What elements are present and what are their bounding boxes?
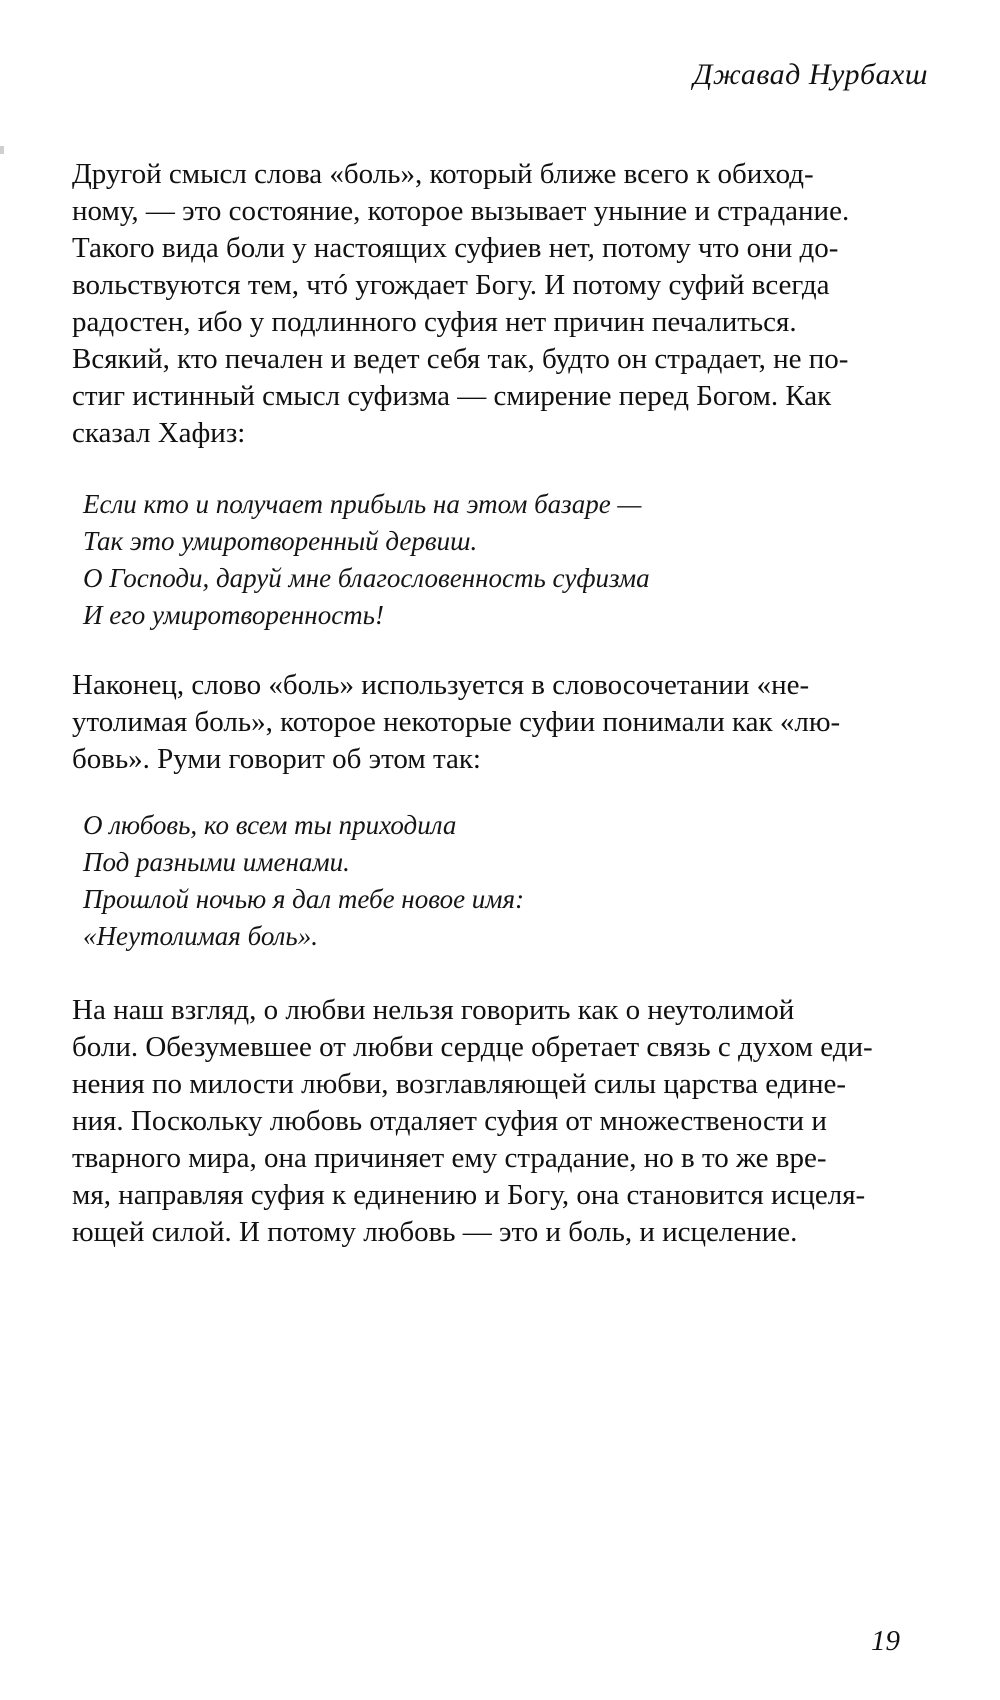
text-line: стиг истинный смысл суфизма — смирение перед Богом. Как	[72, 380, 832, 412]
text-line: ному, — это состояние, которое вызывает уныние и страдание.	[72, 195, 850, 227]
text-line: Другой смысл слова «боль», который ближе всего к обиход-	[72, 158, 814, 190]
text-line: сказал Хафиз:	[72, 417, 246, 449]
text-line: На наш взгляд, о любви нельзя говорить как о неутолимой	[72, 994, 795, 1026]
verse-line: Так это умиротворенный дервиш.	[83, 526, 478, 556]
text-line: Всякий, кто печален и ведет себя так, будто он страдает, не по-	[72, 343, 849, 375]
text-line: ющей силой. И потому любовь — это и боль, и исцеление.	[72, 1216, 798, 1248]
verse-line: О Господи, даруй мне благословенность суфизма	[83, 563, 650, 593]
verse-line: Прошлой ночью я дал тебе новое имя:	[83, 884, 525, 914]
page-number: 19	[871, 1625, 900, 1657]
paragraph-love-healing	[72, 992, 880, 1251]
running-head-author: Джавад Нурбахш	[693, 58, 928, 91]
text-line: боли. Обезумевшее от любви сердце обретает связь с духом еди-	[72, 1031, 873, 1063]
text-line: утолимая боль», которое некоторые суфии понимали как «лю-	[72, 706, 841, 738]
scan-edge-mark	[0, 146, 4, 154]
verse-rumi	[83, 807, 843, 955]
paragraph-unquenchable-pain	[72, 667, 880, 778]
text-line: нения по милости любви, возглавляющей силы царства едине-	[72, 1068, 847, 1100]
verse-line: Под разными именами.	[83, 847, 350, 877]
verse-line: О любовь, ко всем ты приходила	[83, 810, 457, 840]
text-line: тварного мира, она причиняет ему страдание, но в то же вре-	[72, 1142, 827, 1174]
text-line: Такого вида боли у настоящих суфиев нет, потому что они до-	[72, 232, 839, 264]
text-line: Наконец, слово «боль» используется в словосочетании «не-	[72, 669, 810, 701]
verse-line: И его умиротворенность!	[83, 600, 384, 630]
verse-hafiz	[83, 486, 843, 634]
paragraph-pain-meaning	[72, 156, 880, 452]
text-line: ния. Поскольку любовь отдаляет суфия от множествености и	[72, 1105, 827, 1137]
verse-line: Если кто и получает прибыль на этом базаре —	[83, 489, 642, 519]
text-line: радостен, ибо у подлинного суфия нет причин печалиться.	[72, 306, 797, 338]
text-line: бовь». Руми говорит об этом так:	[72, 743, 481, 775]
text-line: вольствуются тем, чтó угождает Богу. И потому суфий всегда	[72, 269, 830, 301]
text-line: мя, направляя суфия к единению и Богу, она становится исцеля-	[72, 1179, 866, 1211]
verse-line: «Неутолимая боль».	[83, 921, 318, 951]
